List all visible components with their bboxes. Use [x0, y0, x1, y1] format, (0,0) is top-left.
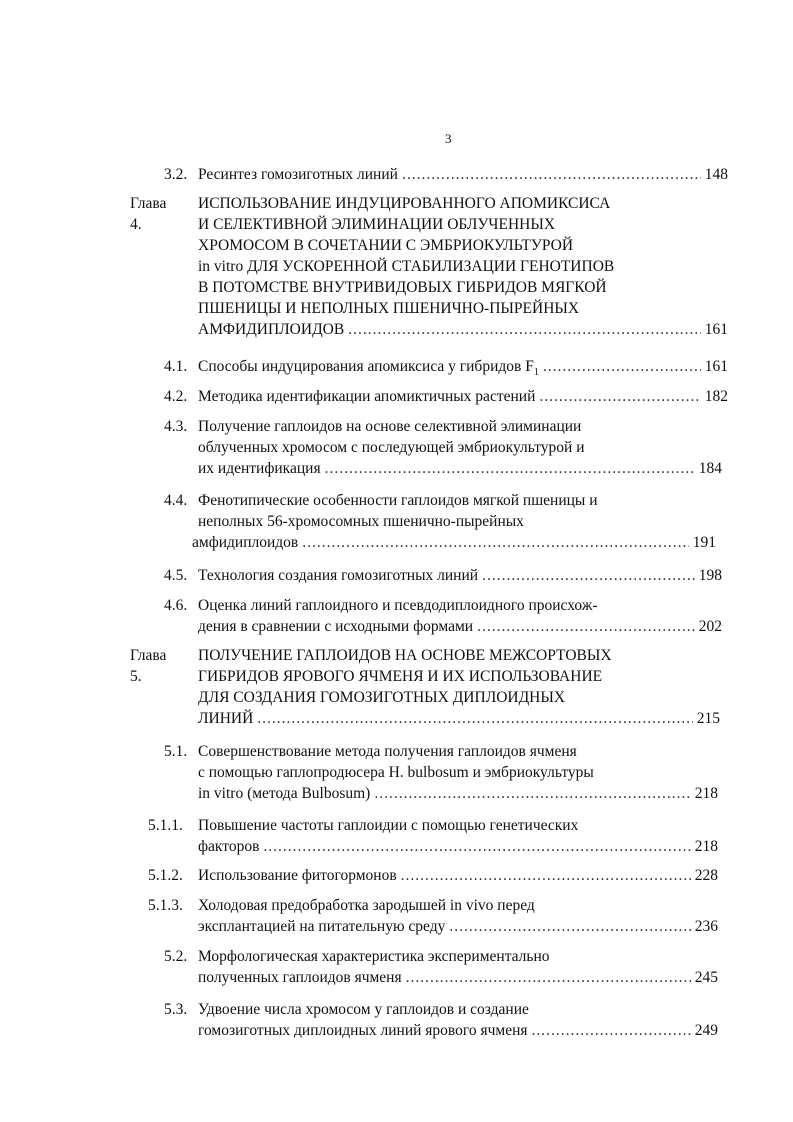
entry-page: 184 — [698, 460, 722, 477]
entry-number: 4.1. — [164, 358, 188, 375]
leader-dots — [477, 616, 695, 637]
leader-dots — [401, 865, 691, 886]
entry-number: 5.1.1. — [148, 817, 183, 834]
entry-title: Использование фитогормонов — [198, 867, 397, 884]
entry-page: 182 — [704, 388, 728, 405]
entry-page: 161 — [704, 321, 728, 338]
entry-number: 5.3. — [164, 1001, 188, 1018]
entry-title: Удвоение числа хромосом у гаплоидов и создание гомозиготных диплоидных линий ярового ячменя ..... 249 — [198, 999, 718, 1041]
entry-page: 236 — [694, 918, 718, 935]
chapter-title: ИСПОЛЬЗОВАНИЕ ИНДУЦИРОВАННОГО АПОМИКСИСА И СЕЛЕКТИВНОЙ ЭЛИМИНАЦИИ ОБЛУЧЕННЫХ ХРОМОСОМ В СОЧЕТАНИИ С ЭМБРИОКУЛЬТУРОЙ in vitro ДЛЯ УСКОРЕННОЙ СТАБИЛИЗАЦИИ ГЕНОТИПОВ В ПОТОМСТВЕ ВНУТРИВИДОВЫХ ГИБРИДОВ МЯГКОЙ ПШЕНИЦЫ И НЕПОЛНЫХ ПШЕНИЧНО-ПЫРЕЙНЫХ АМФИДИПЛОИДОВ ..... 161 — [198, 193, 728, 340]
entry-page: 202 — [698, 618, 722, 635]
entry-number: 4.6. — [164, 597, 188, 614]
entry-page: 228 — [694, 867, 718, 884]
entry-title: Технология создания гомозиготных линий — [198, 567, 479, 584]
entry-page: 161 — [704, 358, 728, 375]
entry-number: 4.3. — [164, 418, 188, 435]
leader-dots — [325, 458, 695, 479]
entry-page: 148 — [704, 166, 728, 183]
entry-page: 218 — [694, 838, 718, 855]
leader-dots — [532, 1020, 691, 1041]
leader-dots — [302, 532, 689, 553]
entry-number: 5.1. — [164, 743, 188, 760]
entry-page: 218 — [694, 785, 718, 802]
leader-dots — [543, 356, 701, 377]
entry-page: 191 — [692, 534, 716, 551]
entry-page: 215 — [696, 710, 720, 727]
entry-title: Методика идентификации апомиктичных растений — [198, 388, 536, 405]
entry-number: 5.1.3. — [148, 897, 183, 914]
leader-dots — [449, 916, 690, 937]
entry-title: Получение гаплоидов на основе селективной элиминации облученных хромосом с последующей эмбриокультурой и их идентификация ..... 184 — [198, 416, 722, 479]
entry-title: Оценка линий гаплоидного и псевдодиплоидного происхож- дения в сравнении с исходными формами ..... 202 — [198, 595, 722, 637]
entry-title: Совершенствование метода получения гаплоидов ячменя с помощью гаплопродюсера H. bulbosum и эмбриокультуры in vitro (метода Bulbosum) ..... 218 — [198, 741, 718, 804]
leader-dots — [539, 386, 700, 407]
entry-page: 249 — [694, 1022, 718, 1039]
entry-title: Холодовая предобработка зародышей in vivo перед эксплантацией на питательную среду ..... 236 — [198, 895, 718, 937]
entry-number: 4.4. — [164, 492, 188, 509]
entry-number: 5.1.2. — [148, 867, 183, 884]
entry-number: 3.2. — [164, 166, 188, 183]
entry-page: 245 — [694, 969, 718, 986]
entry-title: Ресинтез гомозиготных линий — [198, 166, 398, 183]
entry-title: Фенотипические особенности гаплоидов мягкой пшеницы и неполных 56-хромосомных пшенично-пырейных амфидиплоидов ..... 191 — [198, 490, 716, 553]
entry-number: 4.2. — [164, 388, 188, 405]
leader-dots — [406, 967, 691, 988]
entry-title: Морфологическая характеристика экспериментально полученных гаплоидов ячменя ..... 245 — [198, 946, 718, 988]
leader-dots — [257, 708, 692, 729]
chapter-number: Глава 4. — [130, 195, 167, 233]
leader-dots — [374, 783, 690, 804]
leader-dots — [402, 164, 701, 185]
leader-dots — [263, 836, 690, 857]
leader-dots — [348, 319, 701, 340]
chapter-number: Глава 5. — [130, 647, 167, 685]
page-number: 3 — [445, 131, 452, 146]
entry-number: 5.2. — [164, 948, 188, 965]
chapter-title: ПОЛУЧЕНИЕ ГАПЛОИДОВ НА ОСНОВЕ МЕЖСОРТОВЫХ ГИБРИДОВ ЯРОВОГО ЯЧМЕНЯ И ИХ ИСПОЛЬЗОВАНИЕ ДЛЯ СОЗДАНИЯ ГОМОЗИГОТНЫХ ДИПЛОИДНЫХ ЛИНИЙ ..... 215 — [198, 645, 720, 729]
entry-title: Способы индуцирования апомиксиса у гибридов $F_1$ — [198, 358, 539, 379]
leader-dots — [482, 565, 695, 586]
entry-number: 4.5. — [164, 567, 188, 584]
entry-title: Повышение частоты гаплоидии с помощью генетических факторов ..... 218 — [198, 815, 718, 857]
entry-page: 198 — [698, 567, 722, 584]
